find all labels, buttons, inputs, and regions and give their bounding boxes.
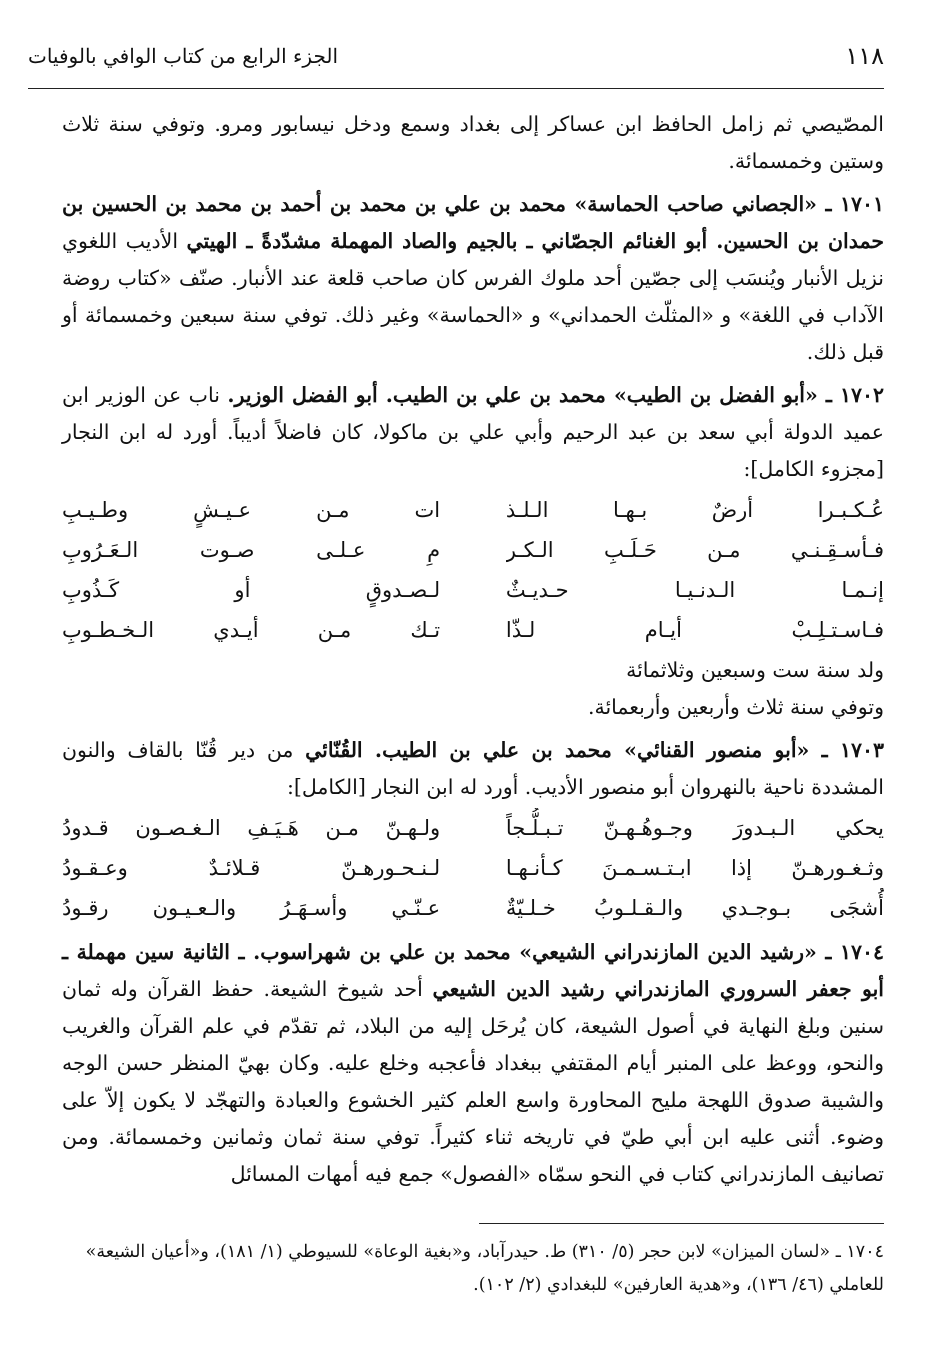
entry-1701-heading: ١٧٠١ ـ «الجصاني صاحب الحماسة» محمد بن علي بن محمد بن أحمد بن محمد بن الحسين بن حمدان بن الحسين. أبو الغنائم الجصّاني ـ بالجيم والصاد المهملة مشدّدةً ـ الهيتي bbox=[62, 192, 884, 253]
verse bbox=[62, 610, 884, 650]
entry-1703 bbox=[62, 732, 884, 806]
running-title: الجزء الرابع من كتاب الوافي بالوفيات bbox=[28, 44, 339, 68]
verse bbox=[62, 888, 884, 928]
verse bbox=[62, 570, 884, 610]
verse bbox=[62, 530, 884, 570]
intro-paragraph: المصّيصي ثم زامل الحافظ ابن عساكر إلى بغداد وسمع ودخل نيسابور ومرو. وتوفي سنة ثلاث وستين وخمسمائة. bbox=[62, 112, 884, 173]
entry-1704-heading: ١٧٠٤ ـ «رشيد الدين المازندراني الشيعي» محمد بن علي بن شهراسوب. ـ الثانية سين مهملة ـ أبو جعفر السروري المازندراني رشيد الدين الشيعي bbox=[62, 940, 884, 1001]
footnote-1704: ١٧٠٤ ـ «لسان الميزان» لابن حجر (٥/ ٣١٠) ط. حيدرآباد، و«بغية الوعاة» للسيوطي (١/ ١٨١)، و«أعيان الشيعة» للعاملي (٤٦/ ١٣٦)، و«هدية العارفين» للبغدادي (٢/ ١٠٢). bbox=[85, 1242, 884, 1295]
page-header bbox=[28, 42, 884, 76]
header-divider bbox=[28, 88, 884, 89]
poem-1703 bbox=[62, 808, 884, 928]
entry-1702-heading: ١٧٠٢ ـ «أبو الفضل بن الطيب» محمد بن علي بن الطيب. أبو الفضل الوزير. bbox=[227, 383, 885, 407]
verse-second-hemistich: ولـهـنّ مـن هَـيَـفِ الـغـصـون قـدودُ bbox=[62, 816, 441, 840]
verse bbox=[62, 808, 884, 848]
verse bbox=[62, 490, 884, 530]
verse-second-hemistich: لـنـحـورهـنّ قـلائـدٌ وعـقـودُ bbox=[62, 856, 441, 880]
verse-second-hemistich: لـصـدوقٍ أو كَـذُوبِ bbox=[62, 578, 441, 602]
page-body bbox=[62, 106, 884, 1193]
entry-1702-text: ناب عن الوزير ابن عميد الدولة أبي سعد بن عبد الرحيم وأبي علي بن ماكولا، كان فاضلاً أديباً. أورد له ابن النجار [مجزوء الكامل]: bbox=[62, 383, 884, 481]
entry-1702-death: وتوفي سنة ثلاث وأربعين وأربعمائة. bbox=[587, 695, 884, 719]
verse bbox=[62, 848, 884, 888]
entry-1701 bbox=[62, 186, 884, 371]
footnote-divider bbox=[479, 1223, 884, 1224]
verse-first-hemistich: أُشجَى بـوجـدي والـقـلـوبُ خـلـيّةٌ bbox=[505, 896, 884, 920]
entry-1704 bbox=[62, 934, 884, 1193]
entry-1704-text: أحد شيوخ الشيعة. حفظ القرآن وله ثمان سنين وبلغ النهاية في أصول الشيعة، كان يُرحَل إليه من البلاد، ثم تقدّم في علم القرآن والغريب والنحو، ووعظ على المنبر أيام المقتفي ببغداد فأعجبه وخلع عليه. وكان بهيّ المنظر حسن الوجه والشيبة صدوق اللهجة مليح المحاورة واسع العلم كثير الخشوع والعبادة والتهجّد لا يكون إلاّ على وضوء. أثنى عليه ابن أبي طيّ في تاريخه ثناء كثيراً. توفي سنة ثمان وثمانين وخمسمائة. ومن تصانيف المازندراني كتاب في النحو سمّاه «الفصول» جمع فيه أمهات المسائل bbox=[62, 977, 884, 1186]
entry-1701-text: الأديب اللغوي نزيل الأنبار ويُنسَب إلى جصّين أحد ملوك الفرس كان صاحب قلعة عند الأنبار. صنّف «كتاب روضة الآداب في اللغة» و «المثلّث الحمداني» و «الحماسة» وغير ذلك. توفي سنة سبعين وخمسمائة أو قبل ذلك. bbox=[62, 229, 884, 364]
entry-1702 bbox=[62, 377, 884, 488]
verse-second-hemistich: عـنّـي وأسـهَـرُ والـعـيـون رقـودُ bbox=[62, 896, 441, 920]
verse-second-hemistich: ات مـن عـيـشٍ وطـيـبِ bbox=[62, 498, 441, 522]
verse-first-hemistich: وثـغـورهـنّ إذا ابـتـسـمـنَ كـأنـهـا bbox=[505, 856, 884, 880]
page-number: ١١٨ bbox=[845, 42, 884, 70]
verse-second-hemistich: مِ عـلـى صـوت الـعَـرُوبِ bbox=[62, 538, 441, 562]
entry-1702-birth: ولد سنة ست وسبعين وثلاثمائة bbox=[626, 658, 884, 682]
verse-second-hemistich: تـك مـن أيـدي الـخـطـوبِ bbox=[62, 618, 441, 642]
poem-1702 bbox=[62, 490, 884, 650]
verse-first-hemistich: فـاسـتـلِـبْ أيـام لـذّا bbox=[505, 618, 884, 642]
footnotes bbox=[62, 1236, 884, 1302]
verse-first-hemistich: إنـمـا الـدنـيـا حـديـثٌ bbox=[505, 578, 884, 602]
entry-1703-heading: ١٧٠٣ ـ «أبو منصور القنائي» محمد بن علي بن الطيب. القُنّائي bbox=[305, 738, 884, 762]
verse-first-hemistich: عُـكـبـرا أرضٌ بـهـا الـلـذ bbox=[505, 498, 884, 522]
verse-first-hemistich: فـأسـقِـنـي مـن حَـلَـبِ الـكـر bbox=[505, 538, 884, 562]
entry-1703-text: من دير قُنّا بالقاف والنون المشددة ناحية بالنهروان أبو منصور الأديب. أورد له ابن النجار [الكامل]: bbox=[62, 738, 884, 799]
verse-first-hemistich: يحكي الـبـدورَ وجـوهُـهـنّ تـبـلُّـجاً bbox=[505, 816, 884, 840]
